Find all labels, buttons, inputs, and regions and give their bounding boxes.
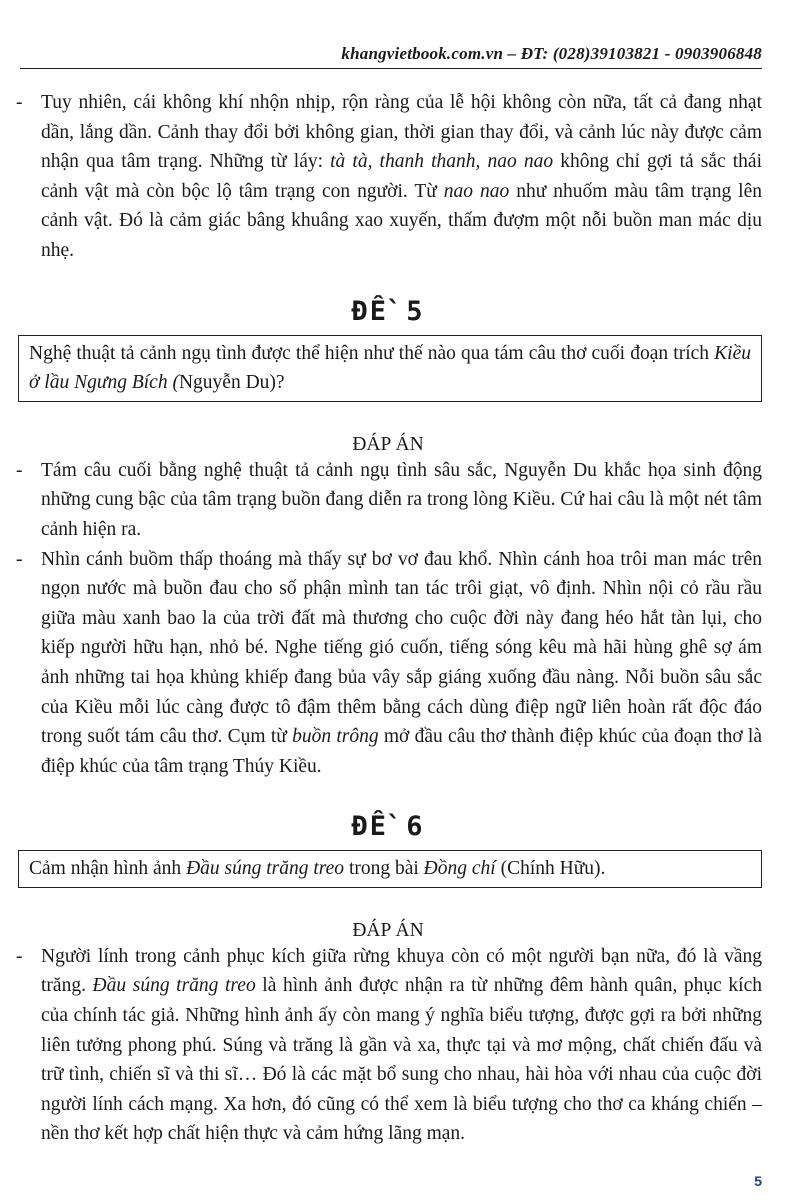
text-run: mở đầu câu thơ thành điệp khúc của đoạn thơ là điệp khúc của tâm trạng Thúy Kiều. [41,726,762,777]
page-content [14,88,762,1149]
question-box-de5 [18,335,762,402]
bullet-dash: - [16,548,23,570]
emphasis-text: Đồng chí [423,858,496,880]
answer-title-de5: ĐÁP ÁN [352,433,424,455]
emphasis-text: buồn trông [292,726,379,748]
text-run: Nhìn cánh buồm thấp thoáng mà thấy sự bơ vơ đau khổ. Nhìn cánh hoa trôi man mác trên ngọn nước mà buồn đau cho số phận mình tan tác trôi giạt, vô định. Nhìn nội cỏ rầu rầu giữa màu xanh bao la của trời đất mà thương cho cuộc đời này đang héo hắt tàn lụi, cho kiếp người hữu hạn, nhỏ bé. Nghe tiếng gió cuốn, tiếng sóng kêu mà hãi hùng ghê sợ ám ảnh những tai họa khủng khiếp đang bủa vây sắp giáng xuống đầu nàng. Nỗi buồn sâu sắc của Kiều mỗi lúc càng được tô đậm thêm bằng cách dùng điệp ngữ liên hoàn rất độc đáo trong suốt tám câu thơ. Cụm từ [41,548,762,748]
emphasis-text: Kiều ở lầu Ngưng Bích ( [29,342,751,394]
section-title-de5: ĐỀ 5 [351,295,425,327]
emphasis-text: Đầu súng trăng treo [186,858,345,880]
emphasis-text: tà tà, thanh thanh, nao nao [330,151,554,173]
page-header [20,44,762,69]
question-box-de6 [18,850,762,888]
answer-paragraph [14,942,762,1149]
text-run: Người lính trong cảnh phục kích giữa rừng khuya còn có một người bạn nữa, đó là vầng trăng. [41,945,762,997]
intro-paragraph [14,88,762,266]
text-run: như nhuốm màu tâm trạng lên cảnh vật. Đó là cảm giác bâng khuâng xao xuyến, thấm đượm một nỗi buồn man mác dịu nhẹ. [41,180,762,261]
text-run: là hình ảnh được nhận ra từ những đêm hành quân, phục kích của chính tác giả. Những hình ảnh ấy còn mang ý nghĩa biểu tượng, được gợi ra bởi những liên tưởng phong phú. Súng và trăng là gần và xa, thực tại và mơ mộng, chất chiến đấu và trữ tình, chiến sĩ và thi sĩ… Đó là các mặt bổ sung cho nhau, hài hòa với nhau của cuộc đời người lính cách mạng. Xa hơn, đó cũng có thể xem là biểu tượng cho thơ ca kháng chiến – nền thơ kết hợp chất hiện thực và cảm hứng lãng mạn. [41,975,762,1145]
text-run: trong bài [344,858,424,880]
section-title-de6: ĐỀ 6 [351,811,425,843]
answer-paragraph [14,545,762,782]
header-contact: khangvietbook.com.vn – ĐT: (028)39103821 - 0903906848 [341,44,762,63]
page-number: 5 [754,1173,762,1189]
emphasis-text: nao nao [443,180,510,202]
text-run: Tám câu cuối bằng nghệ thuật tả cảnh ngụ tình sâu sắc, Nguyễn Du khắc họa sinh động những cung bậc của tâm trạng buồn đang diễn ra trong lòng Kiều. Cứ hai câu là một nét tâm cảnh hiện ra. [41,459,762,540]
text-run: Cảm nhận hình ảnh [29,858,187,880]
bullet-dash: - [16,92,23,113]
answer-paragraph [14,456,762,545]
emphasis-text: Đầu súng trăng treo [92,975,256,997]
text-run: Tuy nhiên, cái không khí nhộn nhịp, rộn ràng của lễ hội không còn nữa, tất cả đang nhạt dần, lắng dần. Cảnh thay đổi bởi không gian, thời gian thay đổi, và cảnh lúc này được cảm nhận qua tâm trạng. Những từ láy: [41,92,762,173]
text-run: (Chính Hữu). [495,858,606,880]
text-run: Nguyễn Du)? [178,372,285,394]
text-run: không chỉ gợi tả sắc thái cảnh vật mà còn bộc lộ tâm trạng con người. Từ [41,151,763,202]
answer-title-de6: ĐÁP ÁN [352,919,424,941]
text-run: Nghệ thuật tả cảnh ngụ tình được thể hiện như thế nào qua tám câu thơ cuối đoạn trích [29,342,715,364]
bullet-dash: - [16,459,23,481]
bullet-dash: - [16,945,23,967]
